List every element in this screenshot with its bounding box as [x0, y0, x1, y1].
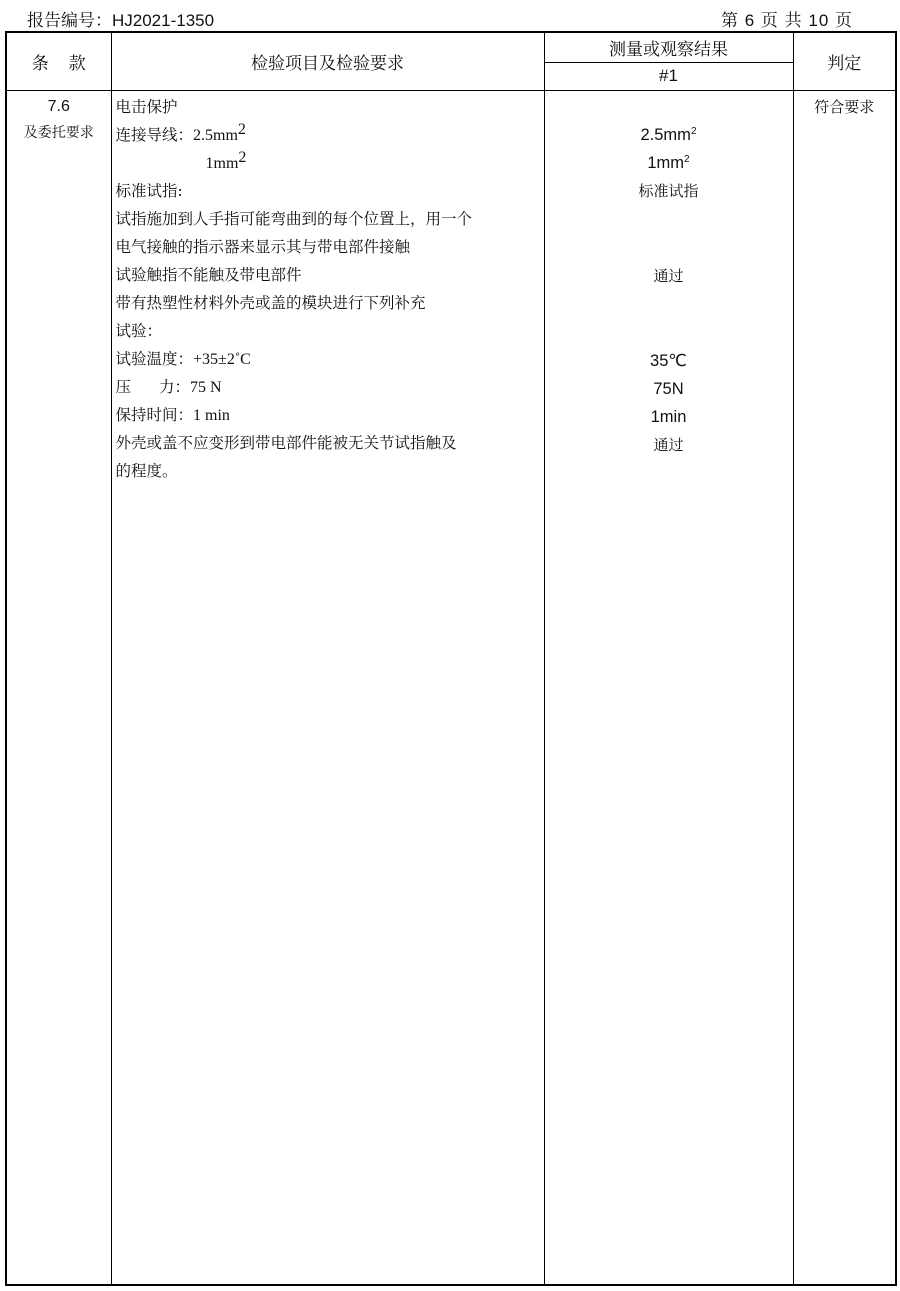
res-force: 75N [653, 379, 684, 398]
res-blank [545, 93, 793, 121]
verdict-cell [793, 90, 896, 1285]
req-title: 电击保护 [115, 97, 178, 116]
results-cell [544, 90, 793, 1285]
clause-note: 及委托要求 [23, 124, 94, 141]
header-verdict: 判定 [793, 32, 896, 90]
res-finger: 标准试指 [638, 181, 699, 200]
req-wire-1: 连接导线：$2.5mm^2$ [115, 120, 246, 144]
header-result: 测量或观察结果 [544, 32, 793, 62]
clause-cell [6, 90, 111, 1285]
verdict-text: 符合要求 [814, 97, 875, 116]
res-wire-2: $1mm^2$ [647, 153, 690, 172]
inspection-table [5, 31, 897, 1286]
report-number: 报告编号：HJ2021-1350 [27, 11, 215, 30]
header-sample-no: #1 [544, 62, 793, 90]
header-clause: 条款 [6, 32, 111, 90]
req-thermo-2: 试验： [115, 321, 163, 340]
req-finger-desc-3: 试验触指不能触及带电部件 [115, 265, 302, 284]
req-force: 压 力：75 N [115, 377, 222, 396]
page-indicator: 第 6 页 共 10 页 [721, 11, 853, 30]
req-thermo-1: 带有热塑性材料外壳或盖的模块进行下列补充 [115, 293, 426, 312]
req-finger-desc-2: 电气接触的指示器来显示其与带电部件接触 [115, 237, 411, 256]
req-wire-2: $1mm^2$ [205, 148, 247, 172]
req-deform-2: 的程度。 [115, 461, 178, 480]
res-temp: 35℃ [650, 351, 687, 370]
res-wire-1: $2.5mm^2$ [640, 125, 697, 144]
res-finger-pass: 通过 [653, 266, 684, 285]
header-inspection-item: 检验项目及检验要求 [111, 32, 544, 90]
res-deform-pass: 通过 [653, 435, 684, 454]
req-time: 保持时间：1 min [115, 405, 230, 424]
req-finger-label: 标准试指: [115, 181, 183, 200]
req-finger-desc-1: 试指施加到人手指可能弯曲到的每个位置上，用一个 [115, 209, 473, 228]
requirements-cell [111, 90, 544, 1285]
req-temp: 试验温度：+35±2˚C [115, 349, 251, 368]
req-deform-1: 外壳或盖不应变形到带电部件能被无关节试指触及 [115, 433, 457, 452]
clause-number: 7.6 [47, 97, 70, 115]
res-time: 1min [650, 407, 687, 426]
